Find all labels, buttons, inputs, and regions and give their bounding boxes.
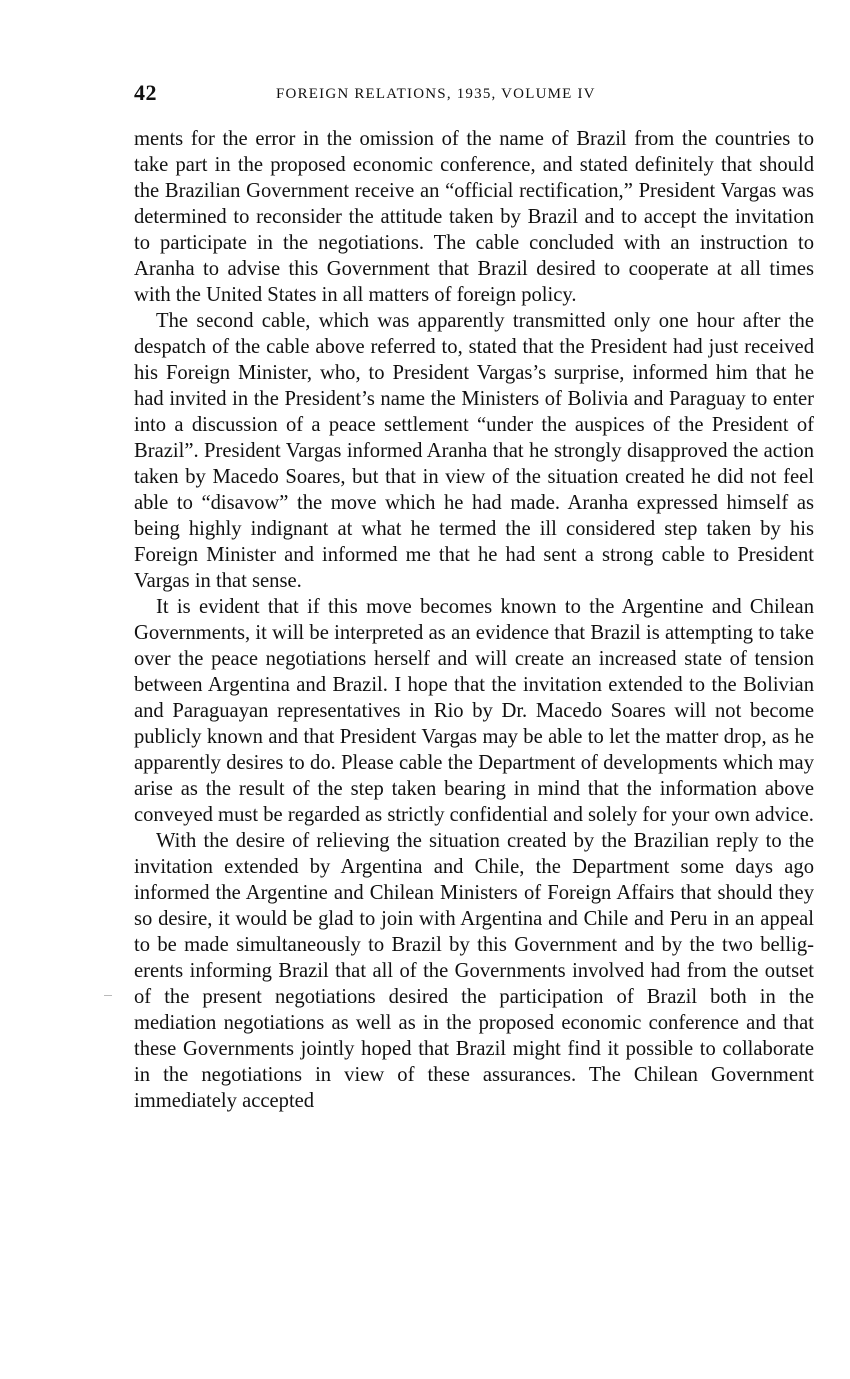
running-title: FOREIGN RELATIONS, 1935, VOLUME IV — [276, 86, 596, 102]
margin-mark — [104, 995, 112, 996]
paragraph-3: It is evident that if this move becomes known to the Argentine and Chilean Governments, it will be interpreted as an evidence that Brazil is attempting to take over the peace negotiations herself and will create an increased state of tension between Argentina and Brazil. I hope that the invitation extended to the Bolivian and Paraguayan representatives in Rio by Dr. Macedo Soares will not become publicly known and that President Vargas may be able to let the matter drop, as he apparently desires to do. Please cable the Department of developments which may arise as the result of the step taken bearing in mind that the information above conveyed must be regarded as strictly confidential and solely for your own advice. — [134, 596, 814, 826]
page-number: 42 — [134, 80, 157, 105]
paragraph-2: The second cable, which was apparently transmitted only one hour after the despatch of the cable above referred to, stated that the President had just received his Foreign Minister, who, to President Vargas’s surprise, informed him that he had invited in the President’s name the Ministers of Bolivia and Paraguay to enter into a discussion of a peace settlement “under the auspices of the President of Brazil”. President Vargas informed Aranha that he strongly disapproved the action taken by Macedo Soares, but that in view of the situation created he did not feel able to “disavow” the move which he had made. Aranha expressed himself as being highly indignant at what he termed the ill considered step taken by his Foreign Minister and informed me that he had sent a strong cable to President Vargas in that sense. — [134, 310, 814, 592]
document-body — [134, 126, 814, 1114]
paragraph-4: With the desire of relieving the situation created by the Brazilian reply to the invitation extended by Argentina and Chile, the Department some days ago informed the Argentine and Chilean Ministers of Foreign Affairs that should they so desire, it would be glad to join with Argentina and Chile and Peru in an appeal to be made simultaneously to Brazil by this Government and by the two belligerents informing Brazil that all of the Governments involved had from the outset of the present negotiations desired the participation of Brazil both in the mediation negotiations as well as in the proposed economic conference and that these Governments jointly hoped that Brazil might find it possible to collaborate in the negotiations in view of these assurances. The Chilean Government immediately accepted — [134, 830, 814, 1112]
paragraph-1: ments for the error in the omission of the name of Brazil from the countries to take part in the proposed economic conference, and stated definitely that should the Brazilian Government receive an “official rectification,” President Vargas was determined to reconsider the attitude taken by Brazil and to accept the invitation to participate in the negotiations. The cable concluded with an instruction to Aranha to advise this Government that Brazil desired to cooperate at all times with the United States in all matters of foreign policy. — [134, 128, 814, 306]
document-page — [134, 80, 814, 1114]
running-header — [134, 80, 814, 112]
